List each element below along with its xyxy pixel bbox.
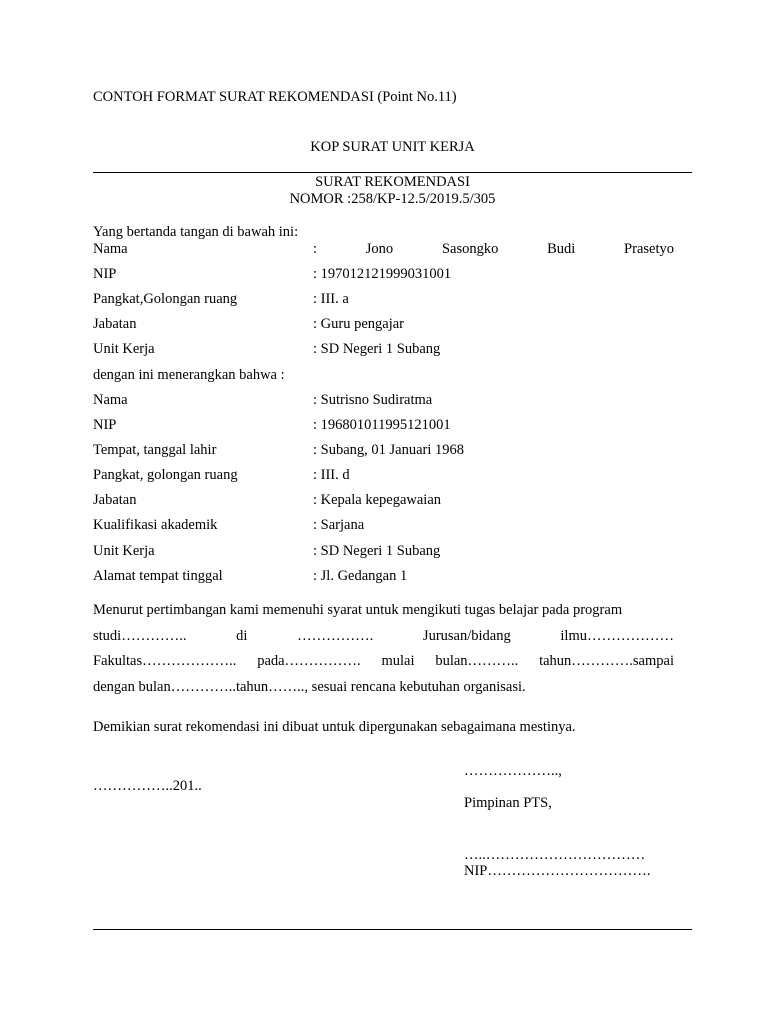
field-label: NIP: [93, 417, 117, 433]
paragraph-word: mulai: [381, 653, 415, 669]
field-label: Tempat, tanggal lahir: [93, 442, 217, 458]
field-value: : Guru pengajar: [313, 316, 404, 332]
field-label: Alamat tempat tinggal: [93, 568, 223, 584]
field-label: NIP: [93, 266, 117, 282]
field-label: Jabatan: [93, 492, 137, 508]
field-colon: :: [313, 241, 318, 257]
field-value: : Kepala kepegawaian: [313, 492, 442, 508]
paragraph-line: [93, 627, 674, 645]
field-label: Kualifikasi akademik: [93, 517, 218, 533]
signer-field-row: [93, 340, 692, 358]
paragraph-word: Fakultas………………..: [93, 653, 237, 669]
subject-field-row: [93, 516, 692, 534]
subject-field-row: [93, 542, 692, 560]
subject-field-row: [93, 416, 692, 434]
paragraph-line: Menurut pertimbangan kami memenuhi syarat untuk mengikuti tugas belajar pada program: [93, 602, 623, 618]
name-word: Budi: [547, 241, 576, 257]
signer-field-row: [93, 265, 692, 283]
field-label: Jabatan: [93, 316, 137, 332]
paragraph-word: Jurusan/bidang: [422, 628, 511, 644]
document-heading: CONTOH FORMAT SURAT REKOMENDASI (Point No.11): [93, 89, 457, 105]
signature-date-line: ………………..,: [464, 763, 562, 779]
paragraph-word: …………….: [297, 628, 374, 644]
signer-field-row: [93, 315, 692, 333]
field-value: : Sutrisno Sudiratma: [313, 392, 433, 408]
subject-field-row: [93, 567, 692, 585]
place-date: ……………..201..: [93, 778, 202, 794]
paragraph-word: ilmu………………: [560, 628, 674, 644]
paragraph-word: bulan………..: [435, 653, 519, 669]
paragraph-line: dengan bulan…………..tahun…….., sesuai rencana kebutuhan organisasi.: [93, 679, 526, 695]
intro-text: Yang bertanda tangan di bawah ini:: [93, 224, 299, 240]
signature-title: Pimpinan PTS,: [464, 795, 552, 811]
field-label: Pangkat,Golongan ruang: [93, 291, 238, 307]
paragraph-word: tahun………….sampai: [539, 653, 674, 669]
field-value: : SD Negeri 1 Subang: [313, 341, 441, 357]
paragraph-word: pada…………….: [257, 653, 361, 669]
paragraph-line: [93, 652, 674, 670]
subject-field-row: [93, 466, 692, 484]
name-word: Prasetyo: [624, 241, 674, 257]
field-value: : Subang, 01 Januari 1968: [313, 442, 465, 458]
field-value: : Jl. Gedangan 1: [313, 568, 408, 584]
subject-field-row: [93, 441, 692, 459]
signature-nip-line: NIP…………………………….: [464, 863, 651, 879]
signer-name-row: [93, 240, 692, 258]
field-label: Unit Kerja: [93, 341, 155, 357]
subject-field-row: [93, 491, 692, 509]
subject-field-row: [93, 391, 692, 409]
footer-rule: [93, 929, 692, 930]
field-value: : III. a: [313, 291, 349, 307]
letterhead: KOP SURAT UNIT KERJA: [310, 139, 475, 155]
field-label: Unit Kerja: [93, 543, 155, 559]
field-value: : III. d: [313, 467, 350, 483]
field-value: : 196801011995121001: [313, 417, 451, 433]
field-label: Pangkat, golongan ruang: [93, 467, 238, 483]
field-value: : Sarjana: [313, 517, 365, 533]
signature-name-line: …..……………………………: [464, 847, 646, 863]
field-label: Nama: [93, 241, 128, 257]
signer-name-value: [313, 240, 674, 258]
field-value: : 197012121999031001: [313, 266, 452, 282]
paragraph-word: studi…………..: [93, 628, 187, 644]
field-value: : SD Negeri 1 Subang: [313, 543, 441, 559]
name-word: Sasongko: [441, 241, 499, 257]
letter-number: NOMOR :258/KP-12.5/2019.5/305: [289, 191, 496, 207]
field-label: Nama: [93, 392, 128, 408]
letter-title: SURAT REKOMENDASI: [315, 174, 470, 190]
statement-text: dengan ini menerangkan bahwa :: [93, 367, 285, 383]
paragraph-word: di: [236, 628, 248, 644]
name-word: Jono: [365, 241, 394, 257]
closing-text: Demikian surat rekomendasi ini dibuat untuk dipergunakan sebagaimana mestinya.: [93, 719, 576, 735]
signer-field-row: [93, 290, 692, 308]
